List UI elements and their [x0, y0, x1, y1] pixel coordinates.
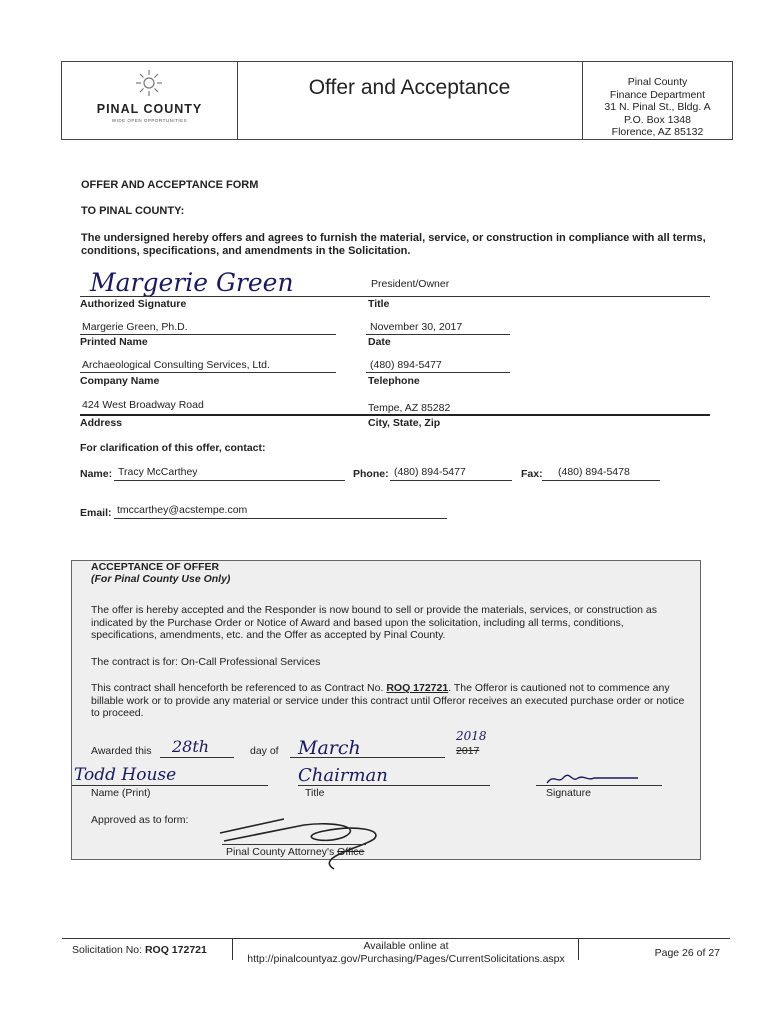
org-name: PINAL COUNTY	[96, 102, 203, 116]
contract-for-value: On-Call Professional Services	[180, 656, 321, 668]
intro-text: The undersigned hereby offers and agrees to furnish the material, service, or construction in compliance with all terms, conditions, specifications, and amendments in the Solicitation.	[81, 232, 706, 257]
address-value[interactable]: 424 West Broadway Road	[82, 399, 204, 411]
solicitation-label: Solicitation No:	[72, 944, 143, 956]
to-heading: TO PINAL COUNTY:	[81, 205, 185, 217]
telephone-value[interactable]: (480) 894-5477	[370, 359, 442, 371]
city-state-zip-label: City, State, Zip	[368, 417, 441, 429]
title-line	[298, 785, 490, 786]
contract-ref-text: This contract shall henceforth be referenced to as Contract No.	[91, 682, 384, 694]
solicitation-number	[72, 944, 207, 956]
available-online: Available online at	[363, 940, 449, 952]
contract-number: ROQ 172721	[386, 682, 449, 694]
date-line	[366, 334, 510, 335]
name-print-label: Name (Print)	[91, 787, 151, 799]
email-line	[114, 518, 447, 519]
printed-name-label: Printed Name	[80, 336, 148, 348]
email-value[interactable]: tmccarthey@acstempe.com	[117, 504, 248, 516]
contact-phone-value[interactable]: (480) 894-5477	[394, 466, 466, 478]
contract-for-line	[91, 656, 320, 668]
solicitation-url[interactable]: http://pinalcountyaz.gov/Purchasing/Pages/CurrentSolicitations.aspx	[247, 953, 565, 965]
sun-logo-icon	[134, 68, 164, 98]
title-label: Title	[368, 298, 390, 310]
acceptance-paragraph-1: The offer is hereby accepted and the Responder is now bound to sell or provide the materials, services, or construction as indicated by the Purchase Order or Notice of Award and based upon the solicitation, including all terms, conditions, specifications, amendments, etc. and the Offer as accepted by Pinal County.	[91, 604, 657, 641]
contact-fax-value[interactable]: (480) 894-5478	[558, 466, 630, 478]
authorized-signature-label: Authorized Signature	[80, 298, 187, 310]
awarded-month[interactable]: March	[298, 737, 361, 759]
address-line-3: 31 N. Pinal St., Bldg. A	[604, 101, 711, 113]
city-state-zip-value[interactable]: Tempe, AZ 85282	[368, 402, 451, 414]
acceptance-paragraph-3	[91, 682, 687, 720]
date-value[interactable]: November 30, 2017	[370, 321, 463, 333]
telephone-line	[366, 372, 510, 373]
attorney-signature-icon	[214, 807, 414, 877]
year-correction[interactable]: 2018	[456, 729, 487, 743]
footer-divider-1	[232, 938, 233, 960]
day-of-label: day of	[250, 745, 279, 757]
contact-name-value[interactable]: Tracy McCarthey	[118, 466, 198, 478]
awarded-day[interactable]: 28th	[172, 737, 210, 756]
address-line-5: Florence, AZ 85132	[611, 126, 704, 138]
address-line-1: Pinal County	[627, 76, 688, 88]
solicitation-value: ROQ 172721	[144, 944, 207, 956]
attorney-struck-text: Office	[337, 846, 365, 858]
company-line	[80, 372, 336, 373]
awarded-label: Awarded this	[91, 745, 152, 757]
contact-name-line	[114, 480, 345, 481]
date-label: Date	[368, 336, 391, 348]
signature-scribble-icon	[542, 769, 642, 789]
acceptance-subheading: (For Pinal County Use Only)	[91, 573, 231, 585]
finance-address	[582, 62, 732, 139]
attorney-label	[226, 846, 364, 858]
header-box	[61, 61, 733, 140]
title-print-label: Title	[305, 787, 325, 799]
day-line	[160, 757, 234, 758]
address-line-4: P.O. Box 1348	[624, 113, 691, 126]
year-struck: 2017	[456, 745, 480, 757]
acceptance-box	[71, 560, 701, 860]
company-name-value[interactable]: Archaeological Consulting Services, Ltd.	[82, 359, 270, 371]
address-line-2: Finance Department	[609, 88, 706, 101]
printed-name-value[interactable]: Margerie Green, Ph.D.	[82, 321, 188, 333]
name-line	[72, 785, 268, 786]
approved-line	[222, 844, 366, 845]
telephone-label: Telephone	[368, 375, 420, 387]
signature-line	[536, 785, 662, 786]
awardee-name[interactable]: Todd House	[74, 765, 177, 785]
address-label: Address	[80, 417, 123, 429]
contact-phone-label: Phone:	[353, 468, 389, 480]
contact-fax-line	[542, 480, 660, 481]
page-number: Page 26 of 27	[654, 947, 720, 959]
footer-divider-2	[578, 938, 579, 960]
title-value[interactable]: President/Owner	[371, 278, 450, 290]
caution-text: . The Offeror is cautioned not to commence any billable work or to provide any material or service under this contract until Offeror receives an executed purchase order or notice to proceed.	[91, 682, 685, 719]
footer-rule	[62, 938, 730, 939]
logo-block	[62, 62, 238, 139]
awardee-title[interactable]: Chairman	[298, 765, 388, 786]
contact-phone-line	[390, 480, 512, 481]
contact-heading: For clarification of this offer, contact:	[80, 442, 266, 454]
page-title: Offer and Acceptance	[308, 76, 511, 99]
authorized-signature: Margerie Green	[90, 268, 294, 297]
row-line-1	[80, 296, 710, 297]
org-tagline: WIDE OPEN OPPORTUNITIES	[111, 118, 188, 123]
attorney-label-text: Pinal County Attorney's	[226, 846, 335, 858]
company-name-label: Company Name	[80, 375, 160, 387]
email-label: Email:	[80, 507, 112, 519]
contact-fax-label: Fax:	[521, 468, 543, 480]
signature-label: Signature	[546, 787, 591, 799]
acceptance-heading: ACCEPTANCE OF OFFER	[91, 561, 220, 573]
contact-name-label: Name:	[80, 468, 113, 480]
address-line	[80, 414, 710, 416]
contract-for-label: The contract is for:	[91, 656, 178, 668]
approved-label: Approved as to form:	[91, 814, 189, 826]
printed-name-line	[80, 334, 336, 335]
month-line	[290, 757, 445, 758]
form-heading: OFFER AND ACCEPTANCE FORM	[81, 179, 259, 191]
